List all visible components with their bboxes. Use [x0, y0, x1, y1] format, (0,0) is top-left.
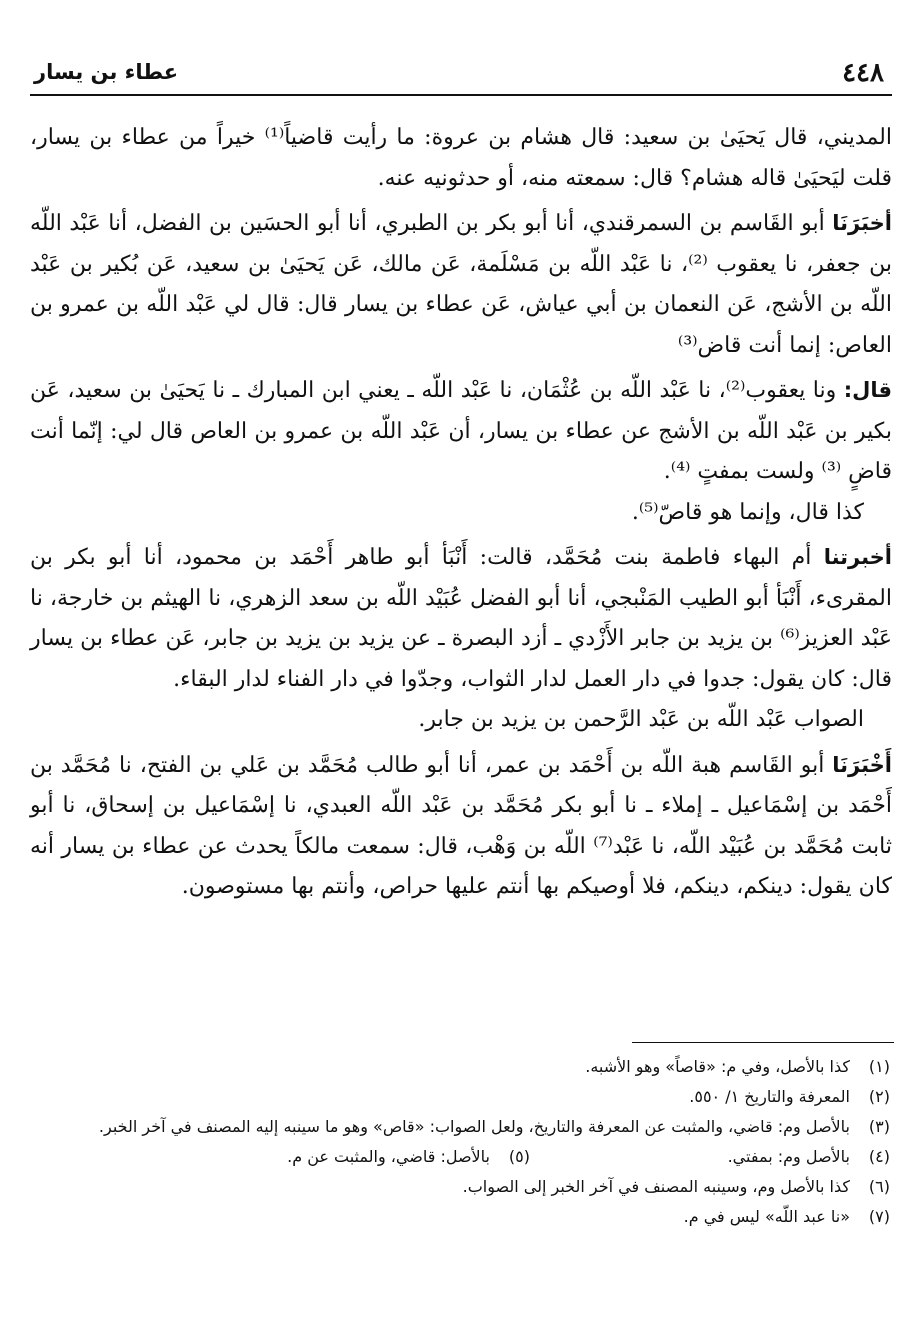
footnote-text: «نا عبد اللّه» ليس في م.	[683, 1207, 850, 1226]
footnote-text: المعرفة والتاريخ ١/ ٥٥٠.	[689, 1087, 850, 1106]
footnote-number: (٣)	[868, 1117, 890, 1136]
footnote-text: بالأصل وم: قاضي، والمثبت عن المعرفة والتاريخ، ولعل الصواب: «قاص» وهو ما سينبه إليه المصنف في آخر الخبر.	[98, 1117, 850, 1136]
footnote-text: بالأصل وم: بمفتي.	[727, 1147, 850, 1166]
footnote-text: بالأصل: قاضي، والمثبت عن م.	[287, 1147, 490, 1166]
footnote	[30, 1112, 892, 1142]
footnote-number: (٧)	[868, 1207, 890, 1226]
footnote-pair	[30, 1142, 892, 1172]
paragraph-text: ونا يعقوب⁽²⁾، نا عَبْد اللّه بن عُثْمَان، نا عَبْد اللّه ـ يعني ابن المبارك ـ نا يَحيَىٰ بن سعيد، عَن بكير بن عَبْد اللّه بن الأشج عن عطاء بن يسار، أن عَبْد اللّه بن عمرو بن العاص قال لي: إنّما أنت قاضٍ ⁽³⁾ ولست بمفتٍ ⁽⁴⁾.	[30, 378, 892, 484]
footnote-number: (٥)	[508, 1147, 530, 1166]
paragraph-lead: أخبرتنا	[823, 545, 892, 569]
footnote-text: كذا بالأصل، وفي م: «قاصاً» وهو الأشبه.	[585, 1057, 850, 1076]
paragraph-text: الصواب عَبْد اللّه بن عَبْد الرَّحمن بن يزيد بن جابر.	[418, 707, 864, 732]
page-header	[30, 54, 892, 96]
paragraph-text: أبو القَاسم بن السمرقندي، أنا أبو بكر بن الطبري، أنا أبو الحسَين بن الفضل، أنا عَبْد اللّه بن جعفر، نا يعقوب ⁽²⁾، نا عَبْد اللّه بن مَسْلَمة، عَن مالك، عَن يَحيَىٰ بن سعيد، عَن بُكير بن عَبْد اللّه بن الأشج، عَن النعمان بن أبي عياش، عَن عطاء بن يسار قال: قال لي عَبْد اللّه بن عمرو بن العاص: إنما أنت قاض⁽³⁾	[30, 211, 892, 358]
footnote	[30, 1052, 892, 1082]
footnote	[30, 1172, 892, 1202]
paragraph	[30, 203, 892, 366]
main-text	[30, 118, 892, 908]
footnotes	[30, 1052, 892, 1232]
paragraph	[30, 537, 892, 700]
paragraph-lead: أَخْبَرَنَا	[832, 752, 892, 777]
paragraph-text: المديني، قال يَحيَىٰ بن سعيد: قال هشام بن عروة: ما رأيت قاضياً⁽¹⁾ خيراً من عطاء بن يسار، قلت ليَحيَىٰ قاله هشام؟ قال: سمعته منه، أو حدثونيه عنه.	[30, 125, 892, 191]
paragraph	[30, 118, 892, 199]
footnote	[30, 1202, 892, 1232]
footnote	[532, 1142, 892, 1172]
footnote	[30, 1082, 892, 1112]
footnote-number: (٢)	[868, 1087, 890, 1106]
page-number: ٤٤٨	[842, 58, 884, 88]
paragraph-lead: قال:	[843, 378, 893, 402]
paragraph-text: كذا قال، وإنما هو قاصّ⁽⁵⁾.	[631, 499, 864, 525]
paragraph-lead: أخبَرَنَا	[832, 211, 893, 235]
footnote-number: (١)	[868, 1057, 890, 1076]
paragraph-text: أم البهاء فاطمة بنت مُحَمَّد، قالت: أَنْبَأ أبو طاهر أَحْمَد بن محمود، أنا أبو بكر بن المقرىء، أَنْبَأ أبو الطيب المَنْبجي، أنا أبو الفضل عُبَيْد اللّه بن سعد الزهري، نا الهيثم بن خارجة، نا عَبْد العزيز⁽⁶⁾ بن يزيد بن جابر الأَزْدي ـ أزد البصرة ـ عن يزيد بن يزيد بن جابر، عَن عطاء بن يسار قال: كان يقول: جدوا في دار العمل لدار الثواب، وجدّوا في دار الفناء لدار البقاء.	[30, 545, 892, 692]
footnote	[172, 1142, 532, 1172]
paragraph	[30, 745, 892, 908]
running-title: عطاء بن يسار	[34, 60, 179, 84]
footnote-text: كذا بالأصل وم، وسينبه المصنف في آخر الخبر إلى الصواب.	[462, 1177, 850, 1196]
paragraph	[30, 700, 892, 741]
footnote-divider	[632, 1042, 894, 1043]
paragraph	[30, 493, 892, 534]
paragraph-text: أبو القَاسم هبة اللّه بن أَحْمَد بن عمر، أنا أبو طالب مُحَمَّد بن عَلي بن الفتح، نا مُحَمَّد بن أَحْمَد بن إسْمَاعيل ـ إملاء ـ نا أبو بكر مُحَمَّد بن عَبْد اللّه العبدي، نا إسْمَاعيل بن إسحاق، نا أبو ثابت مُحَمَّد بن عُبَيْد اللّه، نا عَبْد⁽⁷⁾ اللّه بن وَهْب، قال: سمعت مالكاً يحدث عن عطاء بن يسار أنه كان يقول: دينكم، دينكم، فلا أوصيكم بها أنتم عليها حراص، وأنتم بها مستوصون.	[30, 752, 892, 899]
paragraph	[30, 370, 892, 493]
footnote-number: (٤)	[868, 1147, 890, 1166]
footnote-number: (٦)	[868, 1177, 890, 1196]
